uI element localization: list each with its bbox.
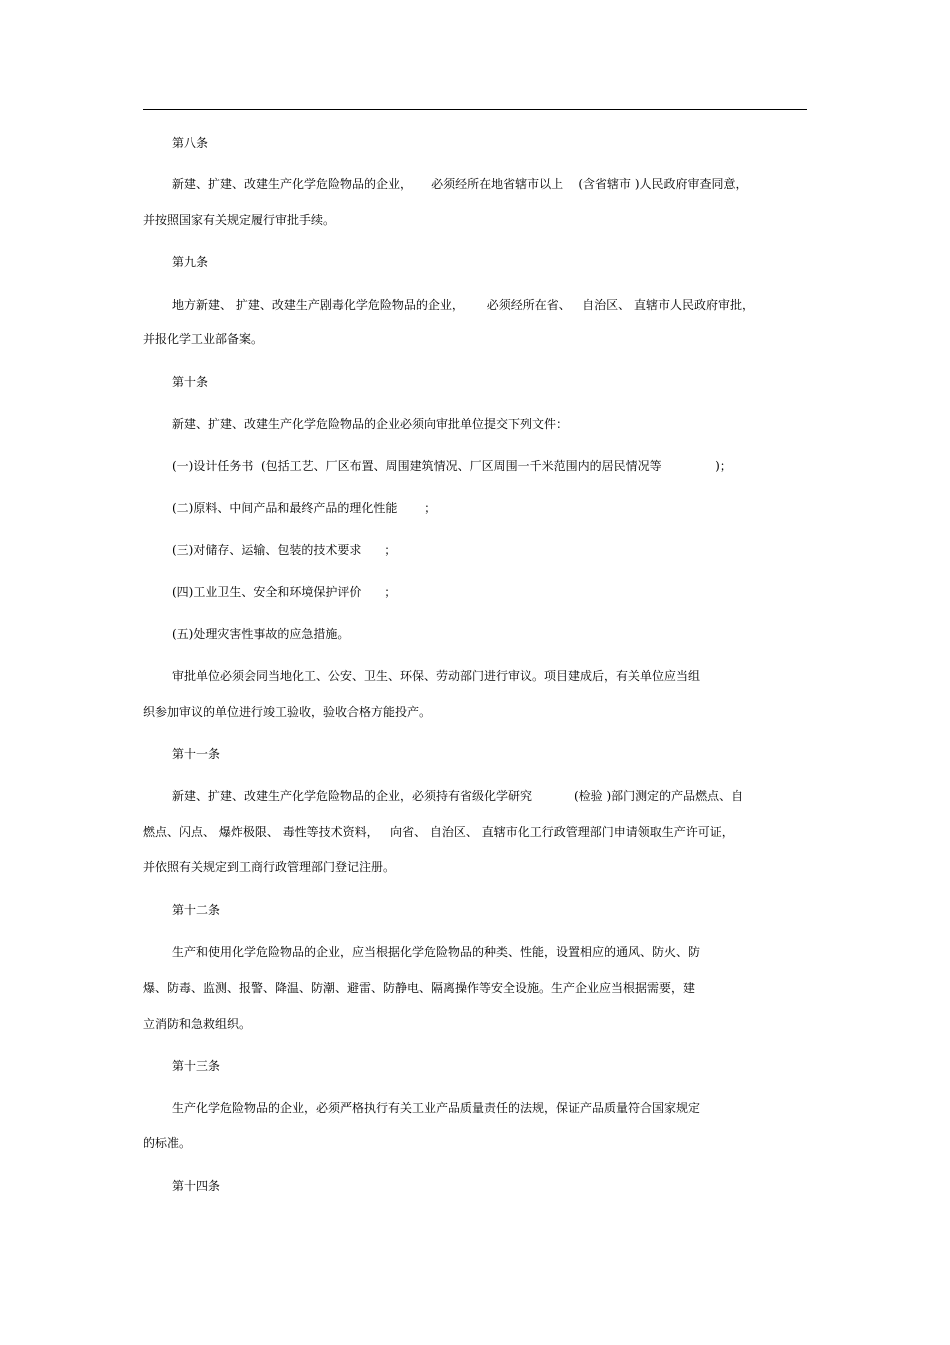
- article-11-text-line-2: 燃点、闪点、 爆炸极限、 毒性等技术资料， 向省、 自治区、 直辖市化工行政管理部门申请领取生产许可证，: [143, 825, 734, 839]
- article-10-intro: 新建、扩建、改建生产化学危险物品的企业必须向审批单位提交下列文件：: [172, 417, 569, 431]
- article-10-item-2: (二)原料、中间产品和最终产品的理化性能 ；: [172, 501, 437, 515]
- article-11-text-line-3: 并依照有关规定到工商行政管理部门登记注册。: [143, 860, 396, 874]
- article-9-text-line-2: 并报化学工业部备案。: [143, 332, 264, 346]
- article-10-review-line-1: 审批单位必须会同当地化工、公安、卫生、环保、劳动部门进行审议。项目建成后，有关单位应当组: [172, 669, 701, 683]
- article-13-text-line-1: 生产化学危险物品的企业，必须严格执行有关工业产品质量责任的法规，保证产品质量符合国家规定: [172, 1101, 701, 1115]
- article-12-heading: 第十二条: [172, 903, 221, 917]
- article-8-text-line-2: 并按照国家有关规定履行审批手续。: [143, 213, 336, 227]
- article-9-text-line-1: 地方新建、 扩建、改建生产剧毒化学危险物品的企业， 必须经所在省、 自治区、 直辖市人民政府审批，: [172, 298, 754, 312]
- article-13-heading: 第十三条: [172, 1059, 221, 1073]
- article-12-text-line-3: 立消防和急救组织。: [143, 1017, 252, 1031]
- article-11-heading: 第十一条: [172, 747, 221, 761]
- article-12-text-line-1: 生产和使用化学危险物品的企业，应当根据化学危险物品的种类、性能，设置相应的通风、防火、防: [172, 945, 701, 959]
- article-8-heading: 第八条: [172, 136, 209, 150]
- article-9-heading: 第九条: [172, 255, 209, 269]
- article-10-item-1: (一)设计任务书 (包括工艺、厂区布置、周围建筑情况、厂区周围一千米范围内的居民情况等 )；: [172, 459, 732, 473]
- article-12-text-line-2: 爆、防毒、监测、报警、降温、防潮、避雷、防静电、隔离操作等安全设施。生产企业应当根据需要，建: [143, 981, 696, 995]
- article-10-item-5: (五)处理灾害性事故的应急措施。: [172, 627, 350, 641]
- article-11-text-line-1: 新建、扩建、改建生产化学危险物品的企业，必须持有省级化学研究 (检验 )部门测定的产品燃点、自: [172, 789, 744, 803]
- article-8-text-line-1: 新建、扩建、改建生产化学危险物品的企业， 必须经所在地省辖市以上 (含省辖市 )人民政府审查同意，: [172, 177, 748, 191]
- header-rule: [143, 109, 807, 110]
- article-10-review-line-2: 织参加审议的单位进行竣工验收，验收合格方能投产。: [143, 705, 432, 719]
- article-14-heading: 第十四条: [172, 1179, 221, 1193]
- article-10-heading: 第十条: [172, 375, 209, 389]
- article-13-text-line-2: 的标准。: [143, 1136, 192, 1150]
- article-10-item-4: (四)工业卫生、安全和环境保护评价 ；: [172, 585, 397, 599]
- article-10-item-3: (三)对储存、运输、包装的技术要求 ；: [172, 543, 397, 557]
